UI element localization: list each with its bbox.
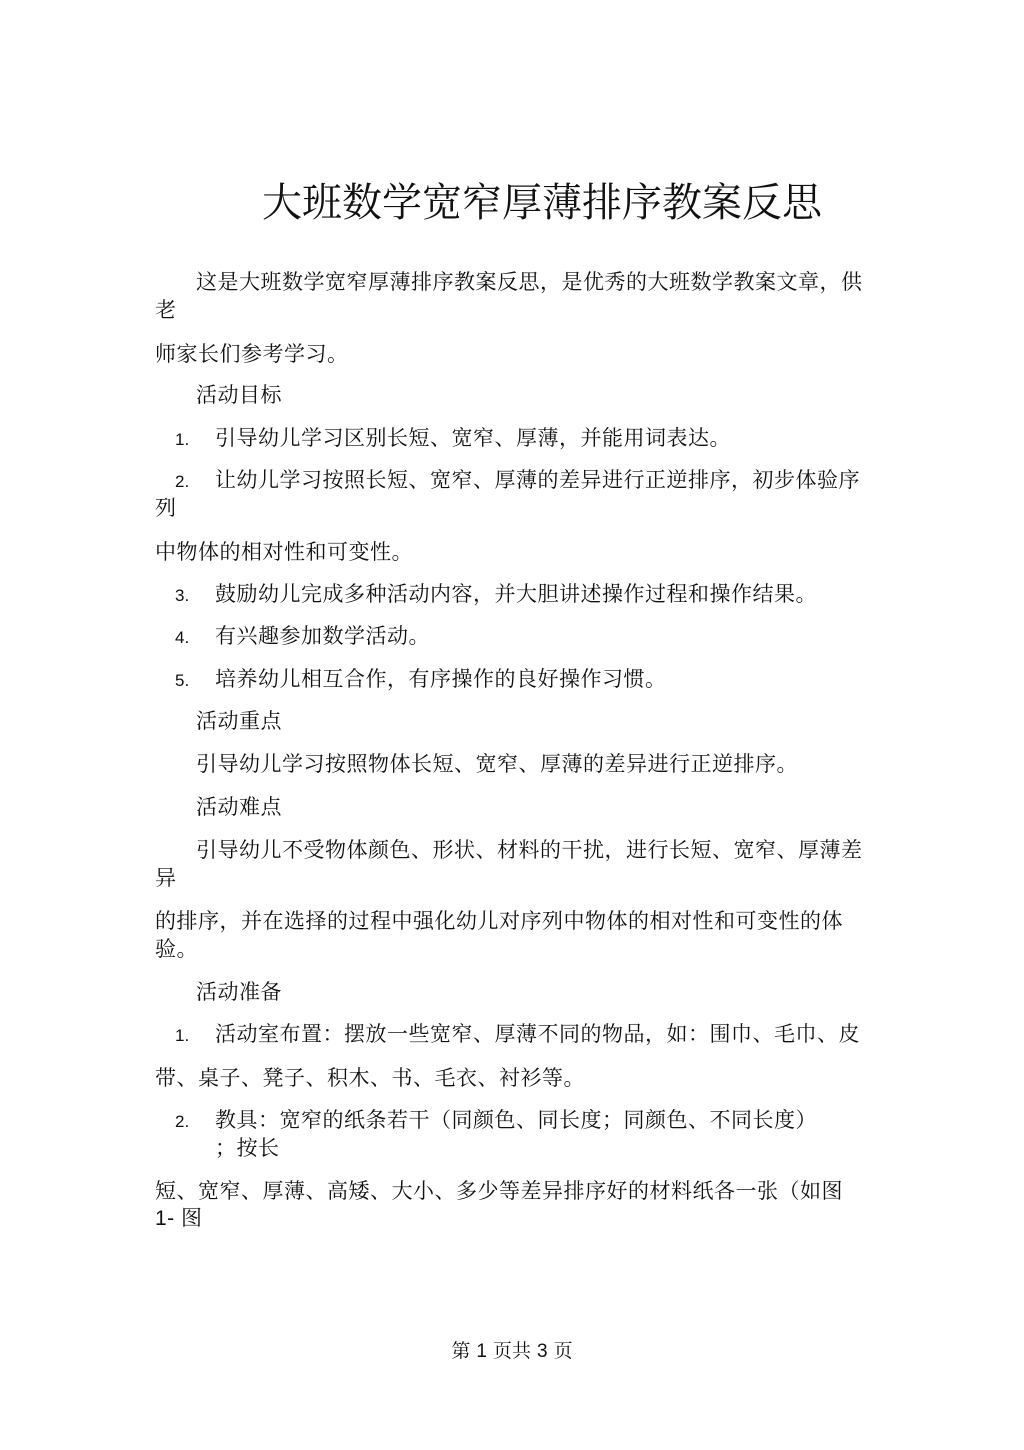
footer-suffix: 页: [553, 1340, 573, 1362]
difficulty-line-1: 引导幼儿不受物体颜色、形状、材料的干扰，进行长短、宽窄、厚薄差: [196, 838, 863, 862]
goal-number: 1.: [175, 430, 190, 449]
goal-text: 鼓励幼儿完成多种活动内容，并大胆讲述操作过程和操作结果。: [215, 582, 817, 606]
intro-line-1: 这是大班数学宽窄厚薄排序教案反思，是优秀的大班数学教案文章，供: [196, 270, 863, 294]
prep-text-continued: 短、宽窄、厚薄、高矮、大小、多少等差异排序好的材料纸各一张（如图: [155, 1179, 843, 1203]
prep-text: 活动室布置：摆放一些宽窄、厚薄不同的物品，如：围巾、毛巾、皮: [215, 1022, 860, 1046]
footer-page-number: 1: [476, 1341, 487, 1362]
goal-number: 5.: [175, 671, 190, 690]
goal-number: 3.: [175, 586, 190, 605]
goal-number: 4.: [175, 628, 190, 647]
prep-text-continued: 带、桌子、凳子、积木、书、毛衣、衬衫等。: [155, 1066, 585, 1090]
page-footer: [0, 1338, 1024, 1365]
difficulty-heading: 活动难点: [196, 795, 282, 819]
goal-number: 2.: [175, 472, 190, 491]
difficulty-line-2: 的排序，并在选择的过程中强化幼儿对序列中物体的相对性和可变性的体: [155, 909, 843, 933]
prep-heading: 活动准备: [196, 980, 282, 1004]
goal-text-wrap: 列: [155, 496, 177, 520]
document-title: 大班数学宽窄厚薄排序教案反思: [262, 179, 822, 226]
footer-middle: 页共: [492, 1340, 531, 1362]
goal-text: 培养幼儿相互合作，有序操作的良好操作习惯。: [215, 667, 667, 691]
prep-number: 1.: [175, 1026, 190, 1045]
prep-number: 2.: [175, 1112, 190, 1131]
goal-text: 引导幼儿学习区别长短、宽窄、厚薄，并能用词表达。: [215, 426, 731, 450]
goal-text: 有兴趣参加数学活动。: [215, 624, 430, 648]
goal-text-continued: 中物体的相对性和可变性。: [155, 540, 413, 564]
goals-heading: 活动目标: [196, 383, 282, 407]
key-text: 引导幼儿学习按照物体长短、宽窄、厚薄的差异进行正逆排序。: [196, 752, 798, 776]
footer-prefix: 第: [451, 1340, 471, 1362]
intro-line-2: 师家长们参考学习。: [155, 342, 349, 366]
prep-text-continued-wrap: 1- 图: [155, 1207, 203, 1230]
prep-text: 教具：宽窄的纸条若干（同颜色、同长度；同颜色、不同长度）: [215, 1108, 817, 1132]
difficulty-line-2-wrap: 验。: [155, 937, 198, 961]
footer-total-pages: 3: [537, 1341, 548, 1362]
key-heading: 活动重点: [196, 709, 282, 733]
prep-text-wrap: ；按长: [215, 1136, 280, 1160]
goal-text: 让幼儿学习按照长短、宽窄、厚薄的差异进行正逆排序，初步体验序: [215, 468, 860, 492]
difficulty-line-1-wrap: 异: [155, 866, 177, 890]
intro-line-1-wrap: 老: [155, 298, 177, 322]
